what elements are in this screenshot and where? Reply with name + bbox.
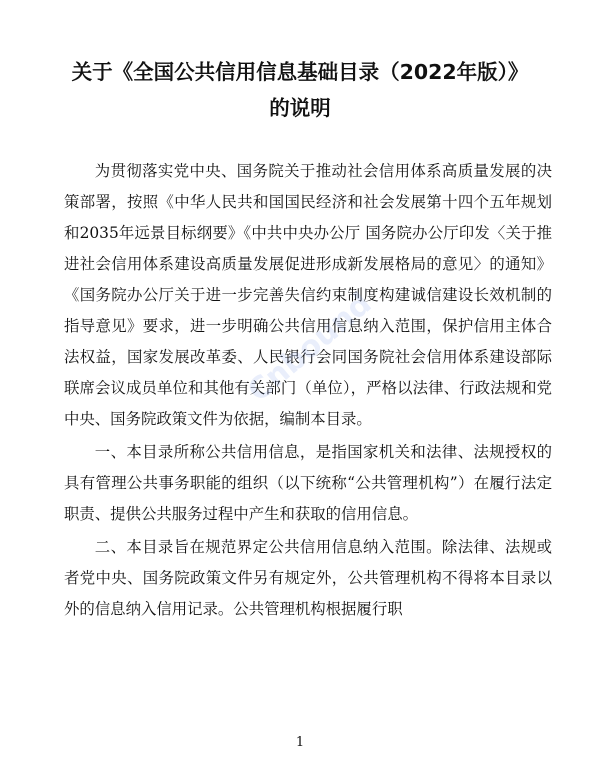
page-number: 1 [295,735,305,750]
paragraph-section-1: 一、本目录所称公共信用信息，是指国家机关和法律、法规授权的具有管理公共事务职能的组织（以下统称“公共管理机构”）在履行法定职责、提供公共服务过程中产生和获取的信用信息。 [64,443,552,523]
title-line-1: 关于《全国公共信用信息基础目录（2022年版）》 [71,60,529,84]
page-title [0,54,600,126]
document-body [64,156,552,625]
paragraph-section-2: 二、本目录旨在规范界定公共信用信息纳入范围。除法律、法规或者党中央、国务院政策文件另有规定外，公共管理机构不得将本目录以外的信息纳入信用记录。公共管理机构根据履行职 [64,538,552,618]
watermark: Cnbound [241,285,379,410]
title-line-2: 的说明 [269,96,331,120]
paragraph-intro: 为贯彻落实党中央、国务院关于推动社会信用体系高质量发展的决策部署，按照《中华人民共和国国民经济和社会发展第十四个五年规划和2035年远景目标纲要》《中共中央办公厅 国务院办公厅印发〈关于推进社会信用体系建设高质量发展促进形成新发展格局的意见〉的通知》《国务院办公厅关于进一步完善失信约束制度构建诚信建设长效机制的指导意见》要求，进一步明确公共信用信息纳入范围，保护信用主体合法权益，国家发展改革委、人民银行会同国务院社会信用体系建设部际联席会议成员单位和其他有关部门（单位），严格以法律、行政法规和党中央、国务院政策文件为依据，编制本目录。 [64,162,552,428]
